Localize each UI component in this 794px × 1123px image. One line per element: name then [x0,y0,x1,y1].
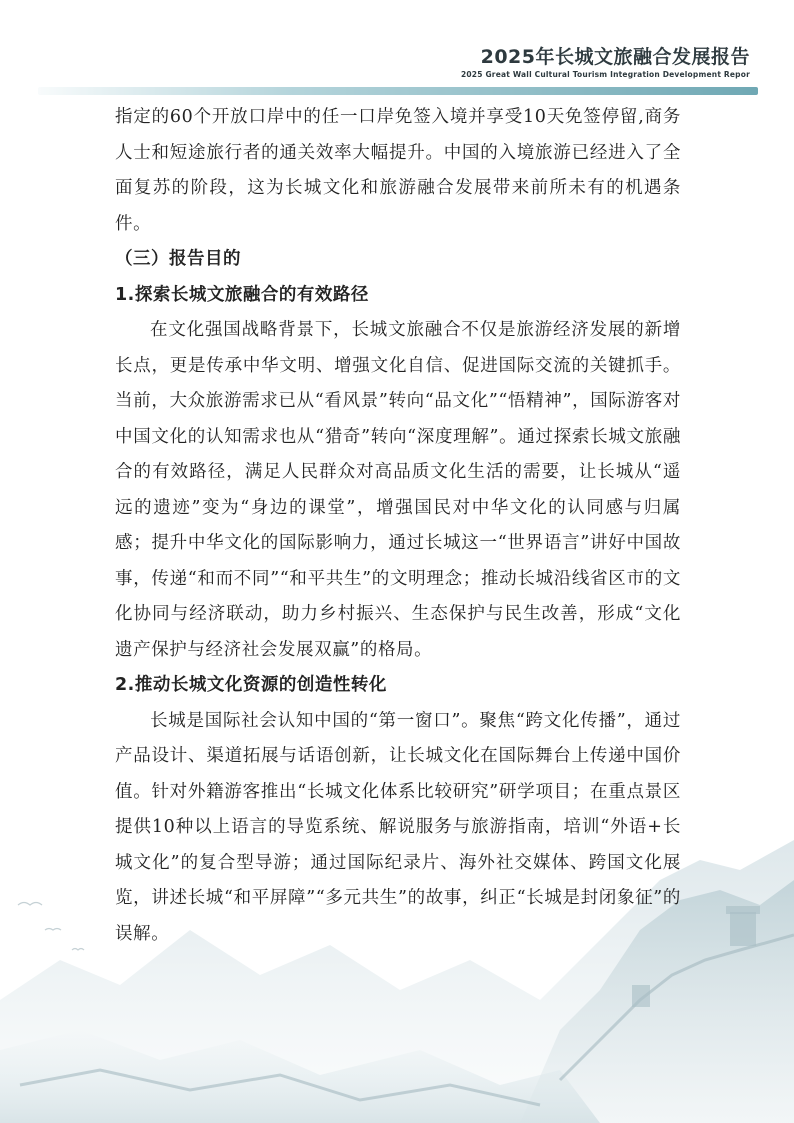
subsection-heading-1: 1.探索长城文旅融合的有效路径 [115,284,369,305]
subsection-paragraph-2: 长城是国际社会认知中国的“第一窗口”。聚焦“跨文化传播”，通过产品设计、渠道拓展与话语创新，让长城文化在国际舞台上传递中国价值。针对外籍游客推出“长城文化体系比较研究”研学项目；在重点景区提供10种以上语言的导览系统、解说服务与旅游指南，培训“外语+长城文化”的复合型导游；通过国际纪录片、海外社交媒体、跨国文化展览，讲述长城“和平屏障”“多元共生”的故事，纠正“长城是封闭象征”的误解。 [115,710,681,944]
header-accent-bar [38,87,758,95]
paragraph-continued: 指定的60个开放口岸中的任一口岸免签入境并享受10天免签停留,商务人士和短途旅行者的通关效率大幅提升。中国的入境旅游已经进入了全面复苏的阶段，这为长城文化和旅游融合发展带来前所未有的机遇条件。 [115,107,681,234]
section-heading: （三）报告目的 [115,249,241,269]
report-subtitle: 2025 Great Wall Cultural Tourism Integration Development Repor [460,70,750,79]
document-body [115,100,681,952]
page-header [461,46,750,79]
birds [18,903,84,951]
subsection-paragraph-1: 在文化强国战略背景下，长城文旅融合不仅是旅游经济发展的新增长点，更是传承中华文明、增强文化自信、促进国际交流的关键抓手。当前，大众旅游需求已从“看风景”转向“品文化”“悟精神”，国际游客对中国文化的认知需求也从“猎奇”转向“深度理解”。通过探索长城文旅融合的有效路径，满足人民群众对高品质文化生活的需要，让长城从“遥远的遗迹”变为“身边的课堂”，增强国民对中华文化的认同感与归属感；提升中华文化的国际影响力，通过长城这一“世界语言”讲好中国故事，传递“和而不同”“和平共生”的文明理念；推动长城沿线省区市的文化协同与经济联动，助力乡村振兴、生态保护与民生改善，形成“文化遗产保护与经济社会发展双赢”的格局。 [115,320,681,660]
subsection-heading-2: 2.推动长城文化资源的创造性转化 [115,675,387,695]
report-title: 2025年长城文旅融合发展报告 [480,46,750,68]
